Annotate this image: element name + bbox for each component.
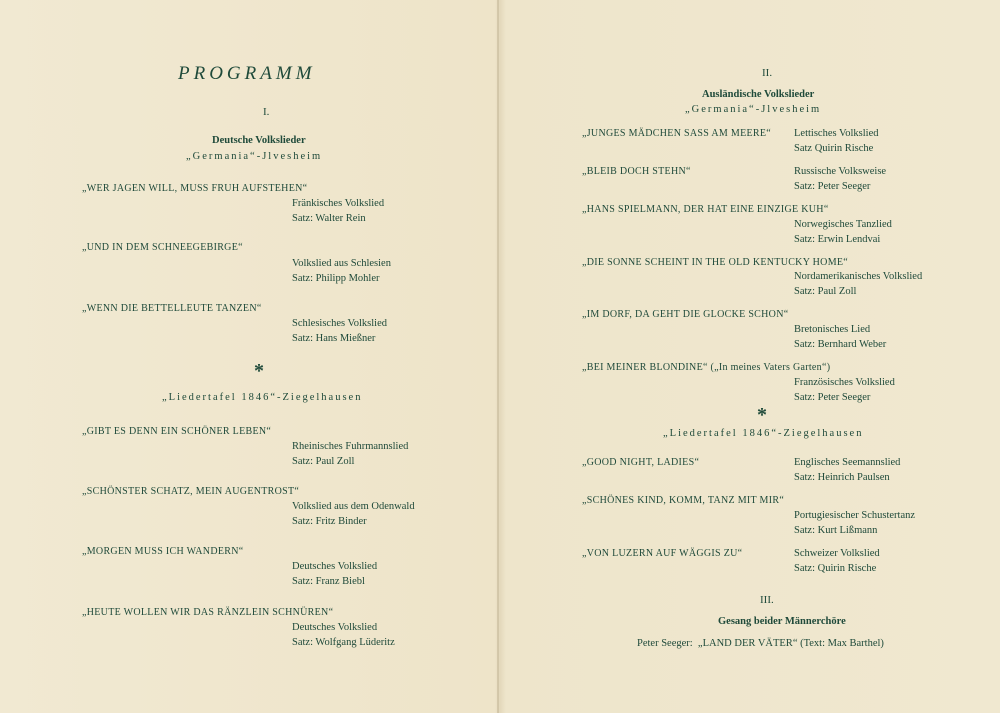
page-fold: [497, 0, 499, 713]
song-origin: Volkslied aus dem Odenwald: [292, 501, 415, 512]
song-title: „BLEIB DOCH STEHN“: [582, 166, 691, 177]
song-origin: Volkslied aus Schlesien: [292, 258, 391, 269]
song-origin: Russische Volksweise: [794, 166, 887, 177]
song-arranger: Satz: Paul Zoll: [292, 456, 355, 467]
song-arranger: Satz Quirin Rische: [794, 143, 874, 154]
song-origin: Deutsches Volkslied: [292, 561, 378, 572]
section-heading-3: Gesang beider Männerchöre: [718, 616, 846, 627]
song-title: „JUNGES MÄDCHEN SASS AM MEERE“: [582, 128, 772, 139]
song-arranger: Satz: Peter Seeger: [794, 181, 871, 192]
song-title: „HEUTE WOLLEN WIR DAS RÄNZLEIN SCHNÜREN“: [82, 607, 334, 618]
song-origin: Fränkisches Volkslied: [292, 198, 385, 209]
song-arranger: Satz: Paul Zoll: [794, 286, 857, 297]
song-title: „SCHÖNES KIND, KOMM, TANZ MIT MIR“: [582, 495, 785, 506]
song-title: „UND IN DEM SCHNEEGEBIRGE“: [82, 242, 243, 253]
song-origin: Englisches Seemannslied: [794, 457, 901, 468]
song-title: „VON LUZERN AUF WÄGGIS ZU“: [582, 548, 743, 559]
choir-name: „Germania“-Jlvesheim: [685, 104, 822, 115]
song-arranger: Satz: Philipp Mohler: [292, 273, 380, 284]
song-origin: Französisches Volkslied: [794, 377, 895, 388]
song-arranger: Satz: Fritz Binder: [292, 516, 367, 527]
section-numeral-1: I.: [263, 106, 270, 118]
separator-star: *: [254, 360, 264, 382]
song-arranger: Satz: Erwin Lendvai: [794, 234, 881, 245]
song-title: „WENN DIE BETTELLEUTE TANZEN“: [82, 303, 262, 314]
song-title: „BEI MEINER BLONDINE“ („In meines Vaters Garten“): [582, 362, 831, 373]
song-title: „WER JAGEN WILL, MUSS FRUH AUFSTEHEN“: [82, 183, 308, 194]
song-origin: Nordamerikanisches Volkslied: [794, 271, 923, 282]
section-numeral-2: II.: [762, 67, 773, 79]
song-arranger: Satz: Bernhard Weber: [794, 339, 887, 350]
song-title: „GIBT ES DENN EIN SCHÖNER LEBEN“: [82, 426, 272, 437]
song-arranger: Satz: Heinrich Paulsen: [794, 472, 890, 483]
song-title: „SCHÖNSTER SCHATZ, MEIN AUGENTROST“: [82, 486, 300, 497]
song-arranger: Satz: Hans Mießner: [292, 333, 376, 344]
program-title: PROGRAMM: [178, 63, 316, 84]
song-origin: Schlesisches Volkslied: [292, 318, 387, 329]
song-origin: Deutsches Volkslied: [292, 622, 378, 633]
choir-name: „Liedertafel 1846“-Ziegelhausen: [663, 428, 864, 439]
final-song-line: Peter Seeger: „LAND DER VÄTER“ (Text: Max Barthel): [637, 638, 884, 649]
song-origin: Norwegisches Tanzlied: [794, 219, 892, 230]
section-heading-2: Ausländische Volkslieder: [702, 89, 815, 100]
song-origin: Bretonisches Lied: [794, 324, 871, 335]
separator-star: *: [757, 404, 767, 426]
song-title: „IM DORF, DA GEHT DIE GLOCKE SCHON“: [582, 309, 789, 320]
song-origin: Schweizer Volkslied: [794, 548, 880, 559]
song-origin: Portugiesischer Schustertanz: [794, 510, 916, 521]
song-title: „DIE SONNE SCHEINT IN THE OLD KENTUCKY HOME“: [582, 257, 849, 268]
section-numeral-3: III.: [760, 594, 774, 606]
song-origin: Rheinisches Fuhrmannslied: [292, 441, 409, 452]
song-origin: Lettisches Volkslied: [794, 128, 879, 139]
choir-name: „Liedertafel 1846“-Ziegelhausen: [162, 392, 363, 403]
song-title: „GOOD NIGHT, LADIES“: [582, 457, 700, 468]
song-arranger: Satz: Franz Biebl: [292, 576, 365, 587]
song-arranger: Satz: Wolfgang Lüderitz: [292, 637, 395, 648]
song-arranger: Satz: Walter Rein: [292, 213, 366, 224]
song-title: „HANS SPIELMANN, DER HAT EINE EINZIGE KUH“: [582, 204, 829, 215]
song-arranger: Satz: Quirin Rische: [794, 563, 877, 574]
song-title: „MORGEN MUSS ICH WANDERN“: [82, 546, 244, 557]
section-heading-1: Deutsche Volkslieder: [212, 135, 306, 146]
song-arranger: Satz: Peter Seeger: [794, 392, 871, 403]
choir-name: „Germania“-Jlvesheim: [186, 151, 323, 162]
song-arranger: Satz: Kurt Lißmann: [794, 525, 878, 536]
